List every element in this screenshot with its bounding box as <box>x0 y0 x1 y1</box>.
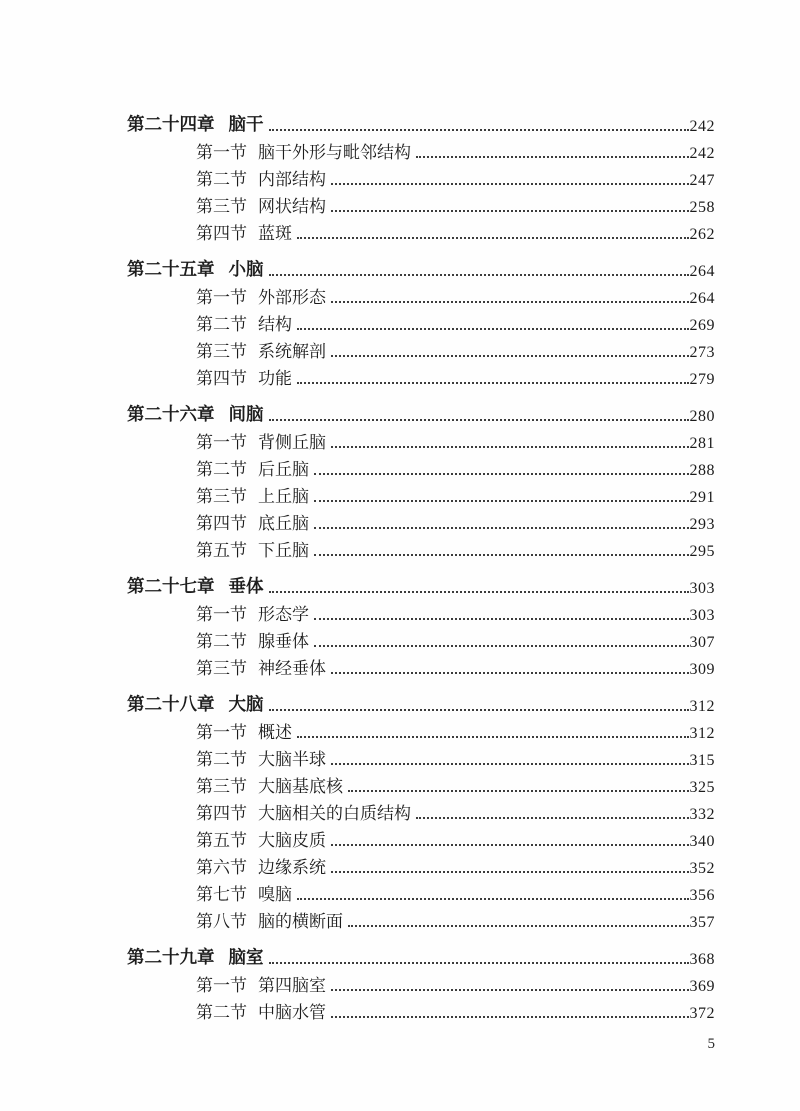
section-number-label: 第一节 <box>196 433 247 452</box>
section-title: 形态学 <box>258 605 309 624</box>
toc-section-row <box>127 453 715 480</box>
toc-chapter-group <box>127 571 715 679</box>
section-page-number: 293 <box>689 516 715 533</box>
section-number-label: 第七节 <box>196 885 247 904</box>
section-title: 脑干外形与毗邻结构 <box>258 143 411 162</box>
dot-leader <box>297 328 689 330</box>
chapter-number-label: 第二十五章 <box>127 259 215 279</box>
section-page-number: 315 <box>689 752 715 769</box>
chapter-page-number: 303 <box>689 580 715 597</box>
section-title: 系统解剖 <box>258 342 326 361</box>
section-page-number: 279 <box>689 371 715 388</box>
dot-leader <box>314 500 689 502</box>
section-page-number: 372 <box>689 1005 715 1022</box>
dot-leader <box>269 709 689 711</box>
section-page-number: 247 <box>689 172 715 189</box>
toc-section-row <box>127 851 715 878</box>
dot-leader <box>331 672 689 674</box>
section-title: 神经垂体 <box>258 659 326 678</box>
folio-page-number: 5 <box>707 1036 715 1052</box>
section-title: 边缘系统 <box>258 858 326 877</box>
section-page-number: 369 <box>689 978 715 995</box>
toc-chapter-row <box>127 942 715 969</box>
chapter-title: 间脑 <box>228 404 264 424</box>
section-title: 后丘脑 <box>258 460 309 479</box>
dot-leader <box>331 301 689 303</box>
section-page-number: 352 <box>689 860 715 877</box>
chapter-number-label: 第二十七章 <box>127 576 215 596</box>
section-title: 概述 <box>258 723 292 742</box>
toc-section-row <box>127 743 715 770</box>
toc-section-row <box>127 878 715 905</box>
dot-leader <box>331 871 689 873</box>
dot-leader <box>297 736 689 738</box>
toc-chapter-group <box>127 254 715 389</box>
section-number-label: 第六节 <box>196 858 247 877</box>
chapter-title: 脑室 <box>228 947 264 967</box>
dot-leader <box>269 274 689 276</box>
section-title: 蓝斑 <box>258 224 292 243</box>
section-number-label: 第四节 <box>196 369 247 388</box>
dot-leader <box>314 554 689 556</box>
toc-section-row <box>127 281 715 308</box>
dot-leader <box>269 962 689 964</box>
chapter-page-number: 280 <box>689 408 715 425</box>
toc-chapter-group <box>127 109 715 244</box>
section-number-label: 第八节 <box>196 912 247 931</box>
section-page-number: 309 <box>689 661 715 678</box>
section-title: 腺垂体 <box>258 632 309 651</box>
section-page-number: 291 <box>689 489 715 506</box>
section-page-number: 312 <box>689 725 715 742</box>
toc-chapter-group <box>127 399 715 561</box>
chapter-number-label: 第二十九章 <box>127 947 215 967</box>
section-page-number: 307 <box>689 634 715 651</box>
section-page-number: 264 <box>689 290 715 307</box>
section-number-label: 第三节 <box>196 197 247 216</box>
section-title: 内部结构 <box>258 170 326 189</box>
toc-section-row <box>127 770 715 797</box>
section-number-label: 第二节 <box>196 170 247 189</box>
dot-leader <box>331 446 689 448</box>
toc-section-row <box>127 996 715 1023</box>
section-page-number: 340 <box>689 833 715 850</box>
chapter-number-label: 第二十六章 <box>127 404 215 424</box>
section-title: 下丘脑 <box>258 541 309 560</box>
toc-chapter-group <box>127 942 715 1023</box>
section-title: 底丘脑 <box>258 514 309 533</box>
toc-chapter-row <box>127 109 715 136</box>
section-title: 大脑皮质 <box>258 831 326 850</box>
chapter-title: 小脑 <box>228 259 264 279</box>
section-page-number: 242 <box>689 145 715 162</box>
dot-leader <box>331 1016 689 1018</box>
toc-chapter-row <box>127 254 715 281</box>
dot-leader <box>297 237 689 239</box>
toc-section-row <box>127 969 715 996</box>
toc-section-row <box>127 217 715 244</box>
section-title: 脑的横断面 <box>258 912 343 931</box>
toc-chapter-group <box>127 689 715 932</box>
section-number-label: 第三节 <box>196 659 247 678</box>
section-page-number: 295 <box>689 543 715 560</box>
dot-leader <box>314 618 689 620</box>
chapter-page-number: 312 <box>689 698 715 715</box>
section-number-label: 第三节 <box>196 777 247 796</box>
dot-leader <box>416 817 689 819</box>
dot-leader <box>348 925 689 927</box>
section-page-number: 273 <box>689 344 715 361</box>
section-title: 大脑基底核 <box>258 777 343 796</box>
section-number-label: 第三节 <box>196 342 247 361</box>
toc-section-row <box>127 163 715 190</box>
table-of-contents <box>127 109 715 1033</box>
chapter-title: 大脑 <box>228 694 264 714</box>
section-number-label: 第一节 <box>196 723 247 742</box>
section-number-label: 第四节 <box>196 224 247 243</box>
dot-leader <box>331 844 689 846</box>
section-title: 中脑水管 <box>258 1003 326 1022</box>
toc-section-row <box>127 652 715 679</box>
toc-section-row <box>127 716 715 743</box>
chapter-page-number: 368 <box>689 951 715 968</box>
section-page-number: 357 <box>689 914 715 931</box>
section-page-number: 262 <box>689 226 715 243</box>
dot-leader <box>348 790 689 792</box>
section-number-label: 第二节 <box>196 315 247 334</box>
chapter-number-label: 第二十八章 <box>127 694 215 714</box>
section-number-label: 第三节 <box>196 487 247 506</box>
section-title: 网状结构 <box>258 197 326 216</box>
dot-leader <box>331 210 689 212</box>
toc-section-row <box>127 426 715 453</box>
dot-leader <box>331 183 689 185</box>
dot-leader <box>416 156 689 158</box>
section-page-number: 332 <box>689 806 715 823</box>
toc-section-row <box>127 598 715 625</box>
section-number-label: 第一节 <box>196 143 247 162</box>
chapter-page-number: 264 <box>689 263 715 280</box>
toc-section-row <box>127 480 715 507</box>
section-page-number: 281 <box>689 435 715 452</box>
dot-leader <box>314 645 689 647</box>
toc-section-row <box>127 136 715 163</box>
toc-section-row <box>127 905 715 932</box>
toc-chapter-row <box>127 571 715 598</box>
chapter-title: 垂体 <box>228 576 264 596</box>
toc-section-row <box>127 797 715 824</box>
dot-leader <box>314 527 689 529</box>
section-page-number: 269 <box>689 317 715 334</box>
toc-section-row <box>127 625 715 652</box>
dot-leader <box>269 419 689 421</box>
toc-section-row <box>127 534 715 561</box>
chapter-title: 脑干 <box>228 114 264 134</box>
section-number-label: 第二节 <box>196 460 247 479</box>
section-number-label: 第一节 <box>196 605 247 624</box>
section-page-number: 356 <box>689 887 715 904</box>
section-number-label: 第一节 <box>196 288 247 307</box>
section-title: 结构 <box>258 315 292 334</box>
section-page-number: 325 <box>689 779 715 796</box>
dot-leader <box>297 898 689 900</box>
chapter-number-label: 第二十四章 <box>127 114 215 134</box>
section-number-label: 第一节 <box>196 976 247 995</box>
toc-section-row <box>127 507 715 534</box>
section-number-label: 第五节 <box>196 831 247 850</box>
section-title: 大脑相关的白质结构 <box>258 804 411 823</box>
dot-leader <box>331 355 689 357</box>
toc-section-row <box>127 335 715 362</box>
section-title: 背侧丘脑 <box>258 433 326 452</box>
dot-leader <box>269 591 689 593</box>
dot-leader <box>297 382 689 384</box>
toc-chapter-row <box>127 689 715 716</box>
section-title: 功能 <box>258 369 292 388</box>
section-title: 嗅脑 <box>258 885 292 904</box>
dot-leader <box>269 129 689 131</box>
chapter-page-number: 242 <box>689 118 715 135</box>
section-title: 外部形态 <box>258 288 326 307</box>
section-page-number: 258 <box>689 199 715 216</box>
dot-leader <box>314 473 689 475</box>
section-page-number: 288 <box>689 462 715 479</box>
toc-section-row <box>127 308 715 335</box>
section-title: 大脑半球 <box>258 750 326 769</box>
toc-section-row <box>127 362 715 389</box>
toc-section-row <box>127 190 715 217</box>
section-number-label: 第四节 <box>196 514 247 533</box>
section-number-label: 第四节 <box>196 804 247 823</box>
dot-leader <box>331 763 689 765</box>
section-title: 上丘脑 <box>258 487 309 506</box>
section-number-label: 第五节 <box>196 541 247 560</box>
toc-section-row <box>127 824 715 851</box>
section-number-label: 第二节 <box>196 632 247 651</box>
section-title: 第四脑室 <box>258 976 326 995</box>
section-page-number: 303 <box>689 607 715 624</box>
section-number-label: 第二节 <box>196 750 247 769</box>
toc-chapter-row <box>127 399 715 426</box>
dot-leader <box>331 989 689 991</box>
section-number-label: 第二节 <box>196 1003 247 1022</box>
